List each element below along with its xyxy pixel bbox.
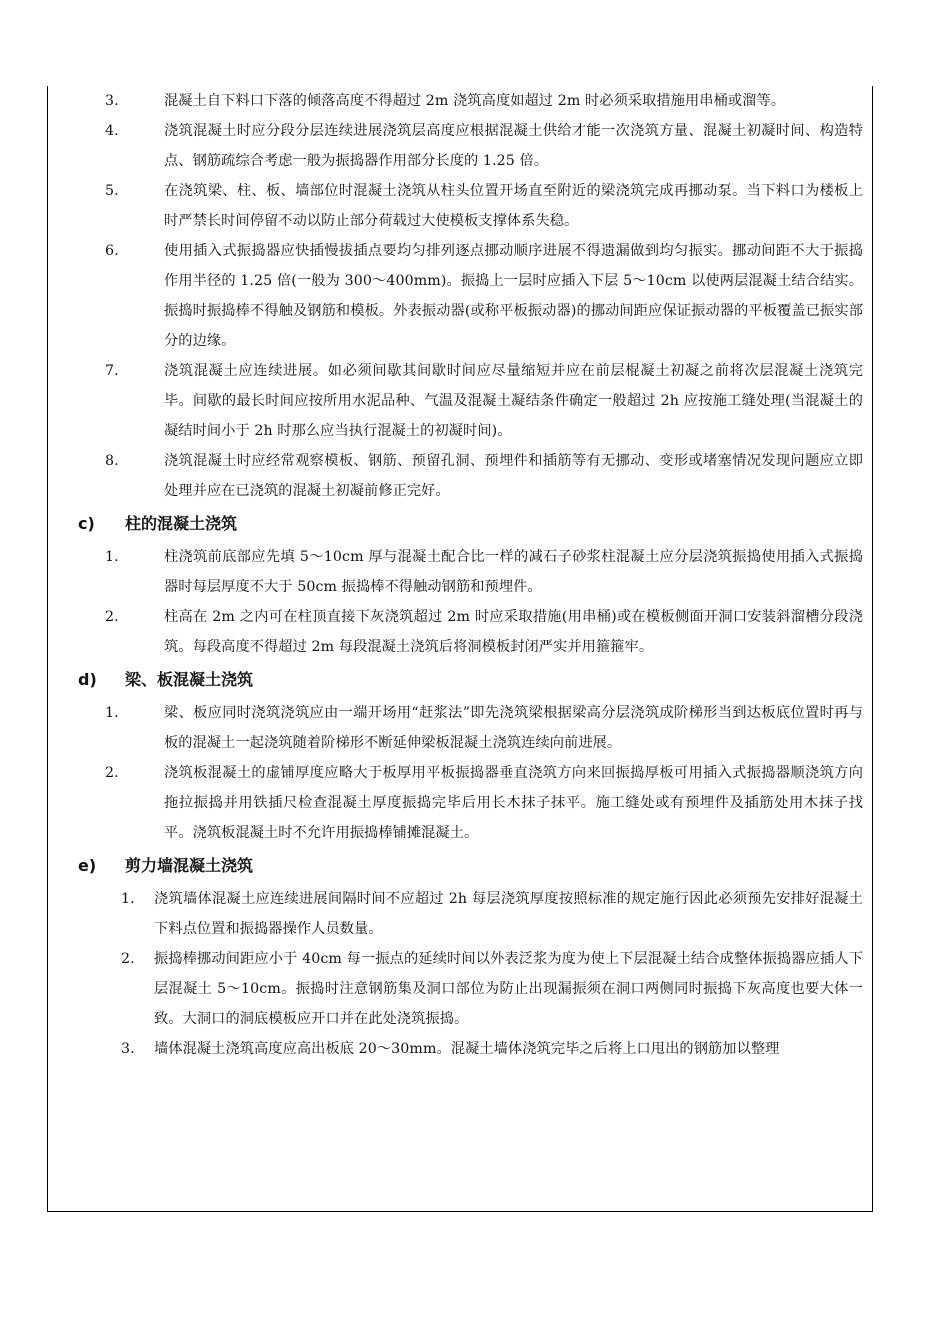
list-item <box>47 176 873 236</box>
list-item <box>47 542 873 602</box>
item-number: 1. <box>105 705 119 721</box>
item-text: 使用插入式振捣器应快插慢拔插点要均匀排列逐点挪动顺序进展不得遗漏做到均匀振实。挪动间距不大于振捣作用半径的 1.25 倍(一般为 300～400mm)。振捣上一层时应插入下层 5～10cm 以使两层混凝土结合结实。振捣时振捣棒不得触及钢筋和模板。外表振动器(或称平板振动器)的挪动间距应保证振动器的平板覆盖已振实部分的边缘。 <box>164 243 863 349</box>
item-text: 混凝土自下料口下落的倾落高度不得超过 2m 浇筑高度如超过 2m 时必须采取措施用串桶或溜等。 <box>164 93 786 109</box>
item-text: 墙体混凝土浇筑高度应高出板底 20～30mm。混凝土墙体浇筑完毕之后将上口甩出的钢筋加以整理 <box>154 1041 780 1057</box>
list-item <box>47 602 873 662</box>
list-item <box>47 758 873 848</box>
section-letter: c) <box>78 514 95 533</box>
section-heading <box>47 848 873 884</box>
list-item <box>47 116 873 176</box>
item-number: 2. <box>105 609 119 625</box>
item-number: 1. <box>121 891 135 907</box>
item-number: 1. <box>105 549 119 565</box>
item-text: 浇筑混凝土时应经常观察模板、钢筋、预留孔洞、预埋件和插筋等有无挪动、变形或堵塞情况发现问题应立即处理并应在已浇筑的混凝土初凝前修正完好。 <box>164 453 863 499</box>
list-item <box>47 446 873 506</box>
item-text: 浇筑墙体混凝土应连续进展间隔时间不应超过 2h 每层浇筑厚度按照标准的规定施行因此必须预先安排好混凝土下料点位置和振捣器操作人员数量。 <box>154 891 863 937</box>
item-number: 3. <box>105 93 119 109</box>
section-letter: e) <box>78 856 97 875</box>
section-heading <box>47 662 873 698</box>
list-item <box>47 236 873 356</box>
document-body <box>47 86 873 1064</box>
list-item <box>47 944 873 1034</box>
item-number: 2. <box>105 765 119 781</box>
item-text: 在浇筑梁、柱、板、墙部位时混凝土浇筑从柱头位置开场直至附近的梁浇筑完成再挪动泵。当下料口为楼板上时严禁长时间停留不动以防止部分荷载过大使模板支撑体系失稳。 <box>164 183 863 229</box>
section-title: 梁、板混凝土浇筑 <box>125 670 254 689</box>
section-heading <box>47 506 873 542</box>
item-text: 浇筑板混凝土的虚铺厚度应略大于板厚用平板振捣器垂直浇筑方向来回振捣厚板可用插入式振捣器顺浇筑方向拖拉振捣并用铁插尺检查混凝土厚度振捣完毕后用长木抹子抹平。施工缝处或有预埋件及插筋处用木抹子找平。浇筑板混凝土时不允许用振捣棒铺摊混凝土。 <box>164 765 863 841</box>
list-item <box>47 356 873 446</box>
list-item <box>47 1034 873 1064</box>
item-text: 柱浇筑前底部应先填 5～10cm 厚与混凝土配合比一样的减石子砂浆柱混凝土应分层浇筑振捣使用插入式振捣器时每层厚度不大于 50cm 振捣棒不得触动钢筋和预埋件。 <box>164 549 863 595</box>
item-number: 5. <box>105 183 119 199</box>
item-number: 7. <box>105 363 119 379</box>
item-number: 2. <box>121 951 135 967</box>
item-text: 柱高在 2m 之内可在柱顶直接下灰浇筑超过 2m 时应采取措施(用串桶)或在模板侧面开洞口安装斜溜槽分段浇筑。每段高度不得超过 2m 每段混凝土浇筑后将洞模板封闭严实并用箍箍牢。 <box>164 609 863 655</box>
item-text: 浇筑混凝土时应分段分层连续进展浇筑层高度应根据混凝土供给才能一次浇筑方量、混凝土初凝时间、构造特点、钢筋疏综合考虑一般为振捣器作用部分长度的 1.25 倍。 <box>164 123 863 169</box>
section-title: 柱的混凝土浇筑 <box>125 514 238 533</box>
section-title: 剪力墙混凝土浇筑 <box>125 856 254 875</box>
section-letter: d) <box>78 670 97 689</box>
item-number: 8. <box>105 453 119 469</box>
item-text: 梁、板应同时浇筑浇筑应由一端开场用“赶浆法”即先浇筑梁根据梁高分层浇筑成阶梯形当到达板底位置时再与板的混凝土一起浇筑随着阶梯形不断延伸梁板混凝土浇筑连续向前进展。 <box>164 705 863 751</box>
item-number: 4. <box>105 123 119 139</box>
item-text: 振捣棒挪动间距应小于 40cm 每一振点的延续时间以外表泛浆为度为使上下层混凝土结合成整体振捣器应插人下层混凝土 5～10cm。振捣时注意钢筋集及洞口部位为防止出现漏振须在洞口两侧同时振捣下灰高度也要大体一致。大洞口的洞底模板应开口并在此处浇筑振捣。 <box>154 951 863 1027</box>
item-number: 3. <box>121 1041 135 1057</box>
item-text: 浇筑混凝土应连续进展。如必须间歇其间歇时间应尽量缩短并应在前层棍凝土初凝之前将次层混凝土浇筑完毕。间歇的最长时间应按所用水泥品种、气温及混凝土凝结条件确定一般超过 2h 应按施工缝处理(当混凝土的凝结时间小于 2h 时那么应当执行混凝土的初凝时间)。 <box>164 363 863 439</box>
list-item <box>47 86 873 116</box>
list-item <box>47 698 873 758</box>
item-number: 6. <box>105 243 119 259</box>
list-item <box>47 884 873 944</box>
